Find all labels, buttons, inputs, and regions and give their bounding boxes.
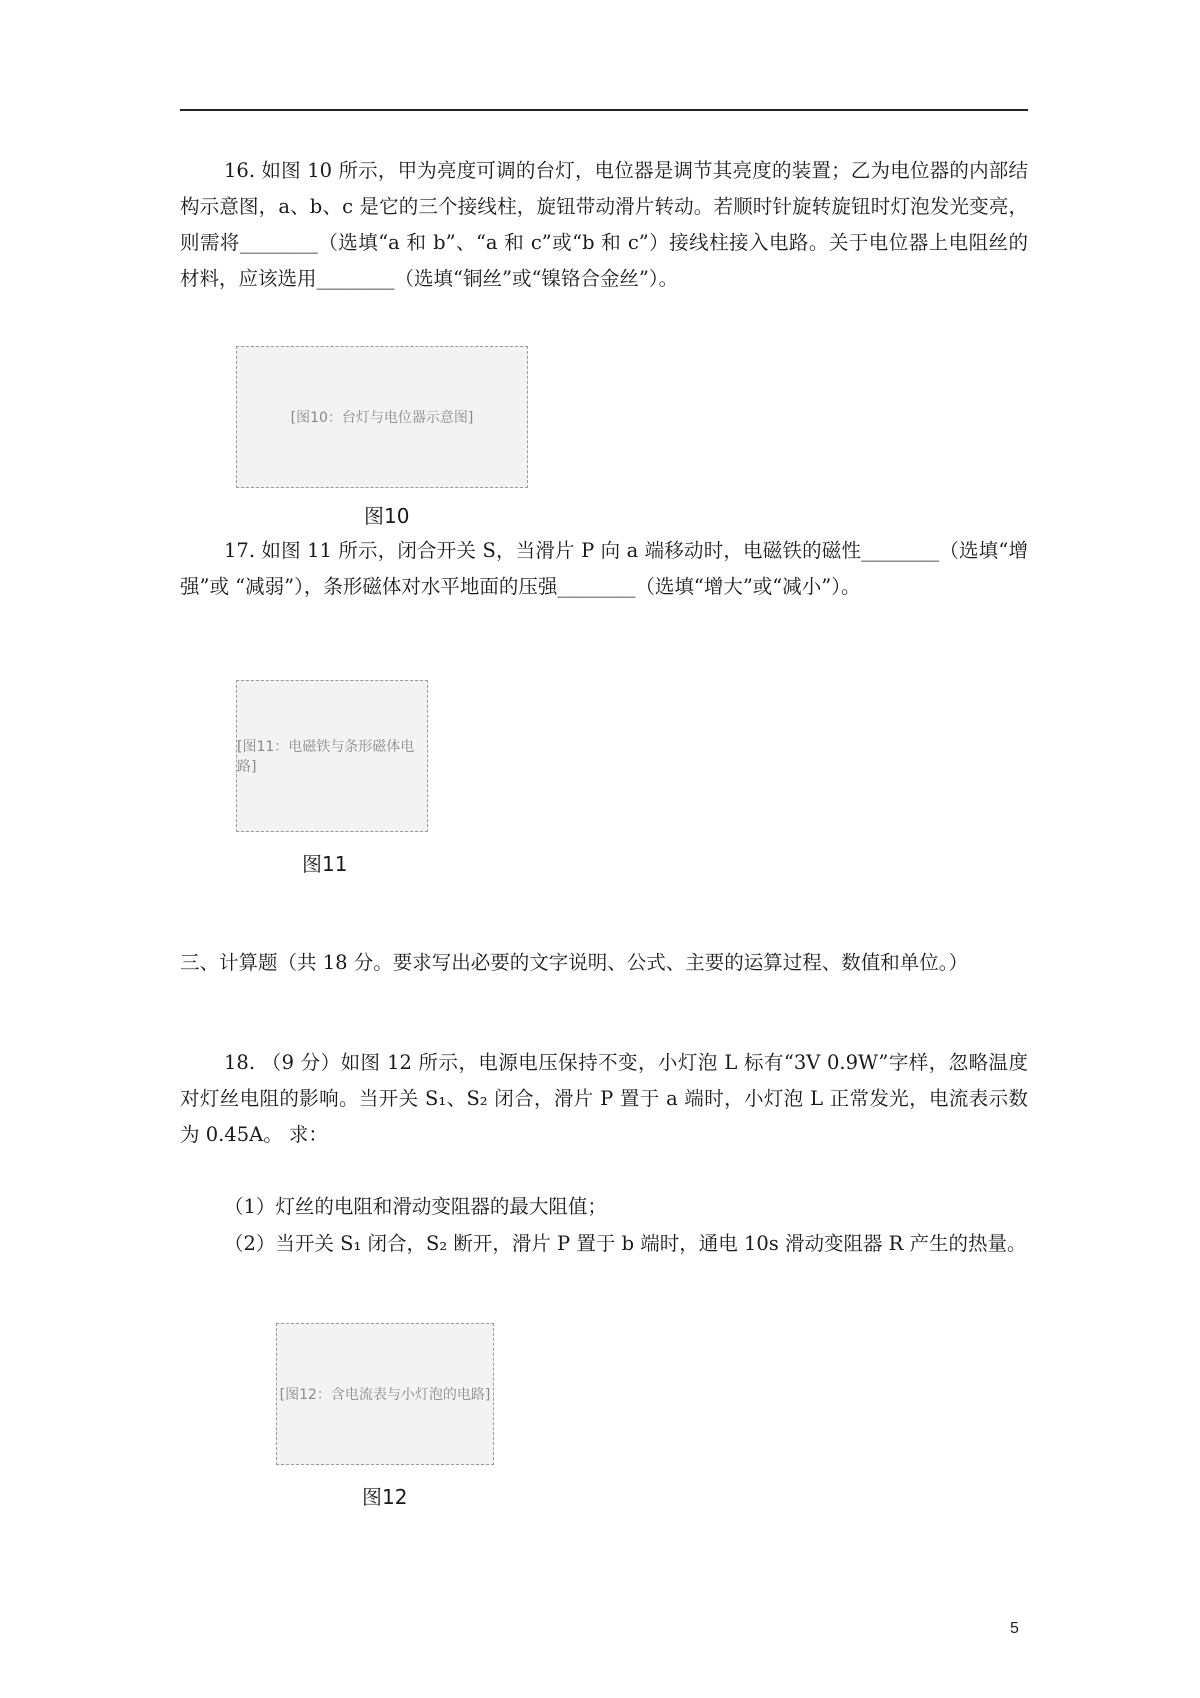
q16-number: 16. <box>224 159 256 182</box>
page-number: 5 <box>1010 1620 1019 1637</box>
q18-number: 18. <box>224 1051 256 1074</box>
q18-text: （9 分）如图 12 所示，电源电压保持不变，小灯泡 L 标有“3V 0.9W”字样，忽略温度对灯丝电阻的影响。当开关 S₁、S₂ 闭合，滑片 P 置于 a 端时，小灯泡 L 正常发光，电流表示数为 0.45A。 求： <box>180 1051 1029 1146</box>
question-18 <box>180 1045 1028 1153</box>
figure-12-placeholder: [图12：含电流表与小灯泡的电路] <box>276 1323 494 1465</box>
section-3-heading: 三、计算题（共 18 分。要求写出必要的文字说明、公式、主要的运算过程、数值和单位。） <box>180 951 968 974</box>
q16-text: 如图 10 所示，甲为亮度可调的台灯，电位器是调节其亮度的装置；乙为电位器的内部结构示意图，a、b、c 是它的三个接线柱，旋钮带动滑片转动。若顺时针旋转旋钮时灯泡发光变亮，则需将________（选填“a 和 b”、“a 和 c”或“b 和 c”）接线柱接入电路。关于电位器上电阻丝的材料，应该选用________（选填“铜丝”或“镍铬合金丝”）。 <box>180 159 1028 290</box>
figure-11-caption: 图11 <box>302 852 348 876</box>
figure-10-placeholder: [图10：台灯与电位器示意图] <box>236 346 528 488</box>
question-17 <box>180 533 1028 605</box>
question-16 <box>180 153 1028 297</box>
figure-12-caption: 图12 <box>362 1485 408 1509</box>
q17-text: 如图 11 所示，闭合开关 S，当滑片 P 向 a 端移动时，电磁铁的磁性________（选填“增强”或 “减弱”），条形磁体对水平地面的压强________（选填“增大”或“减小”）。 <box>180 539 1029 598</box>
q18-sub2: （2）当开关 S₁ 闭合，S₂ 断开，滑片 P 置于 b 端时，通电 10s 滑动变阻器 R 产生的热量。 <box>224 1232 1027 1255</box>
q18-sub1: （1）灯丝的电阻和滑动变阻器的最大阻值； <box>224 1195 607 1218</box>
q17-number: 17. <box>224 539 256 562</box>
header-rule <box>180 109 1028 111</box>
figure-11-placeholder: [图11：电磁铁与条形磁体电路] <box>236 680 428 832</box>
figure-10-caption: 图10 <box>364 504 410 528</box>
